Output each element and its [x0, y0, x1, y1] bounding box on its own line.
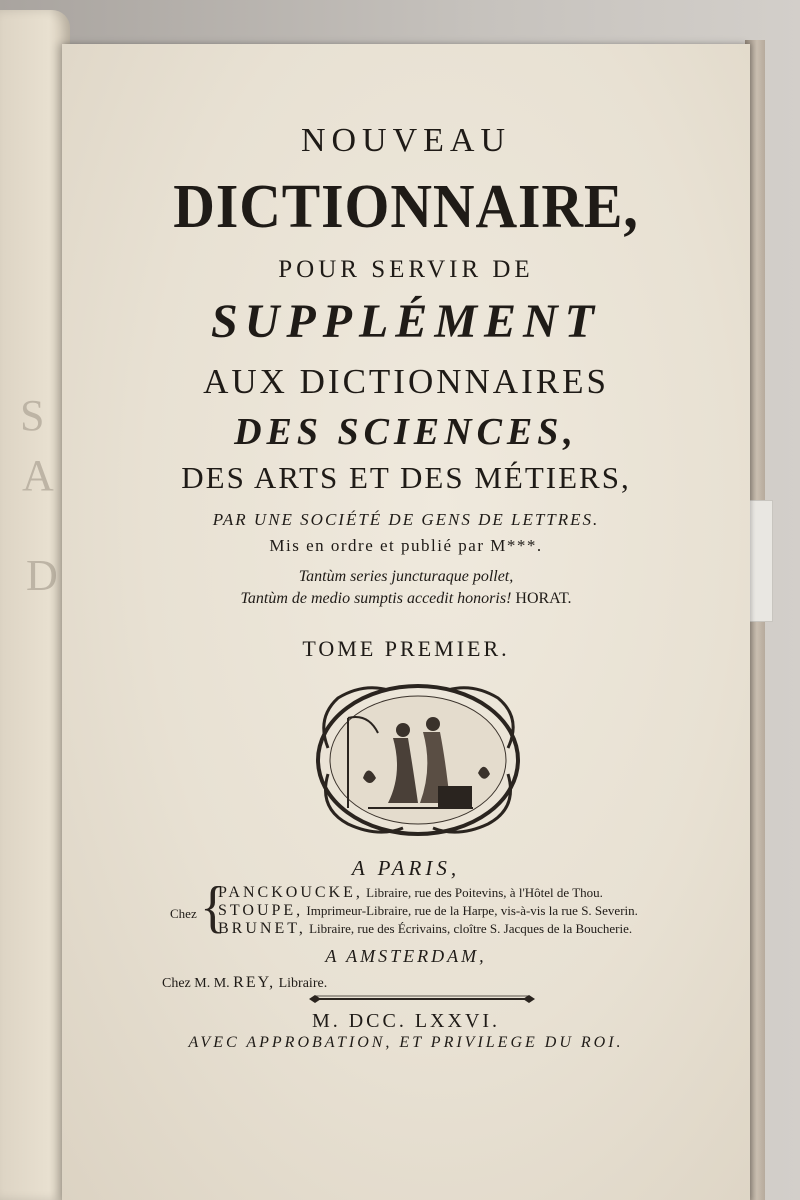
chez-label: Chez	[170, 906, 197, 921]
title-dictionnaire: DICTIONNAIRE,	[173, 173, 639, 241]
publisher-details: Libraire, rue des Écrivains, cloître S. Jacques de la Boucherie.	[309, 921, 633, 936]
volume-label: TOME PREMIER.	[302, 636, 510, 661]
chez-rey-suffix: Libraire.	[278, 976, 328, 991]
epigraph-line-2	[62, 590, 750, 608]
allegorical-vignette-icon	[308, 678, 528, 840]
authorship-line: PAR UNE SOCIÉTÉ DE GENS DE LETTRES.	[212, 510, 600, 529]
publishers-block	[170, 875, 690, 944]
title-des-arts: DES ARTS ET DES MÉTIERS,	[181, 460, 631, 495]
editor-line: Mis en ordre et publié par M***.	[269, 536, 543, 555]
facing-page	[0, 10, 70, 1200]
publisher-name: BRUNET,	[218, 920, 306, 937]
title-supplement: SUPPLÉMENT	[210, 295, 601, 348]
show-through-text: A	[22, 451, 58, 500]
show-through-text: D	[26, 551, 62, 600]
publisher-line	[218, 884, 603, 902]
chez-rey-name: REY,	[233, 974, 276, 991]
brace-icon: {	[200, 875, 226, 939]
title-page	[62, 44, 750, 1200]
chez-rey-prefix: Chez M. M.	[162, 976, 230, 991]
publisher-name: STOUPE,	[218, 902, 304, 919]
show-through-text: S	[20, 391, 49, 440]
epigraph-line-1: Tantùm series juncturaque pollet,	[298, 568, 514, 585]
place-paris: A PARIS,	[351, 856, 461, 880]
title-aux-dictionnaires: AUX DICTIONNAIRES	[203, 362, 609, 401]
publisher-line	[218, 902, 638, 920]
title-nouveau: NOUVEAU	[300, 122, 512, 159]
epigraph-text: Tantùm de medio sumptis accedit honoris!	[240, 590, 512, 607]
publisher-details: Imprimeur-Libraire, rue de la Harpe, vis-à-vis la rue S. Severin.	[306, 903, 638, 918]
title-des-sciences: DES SCIENCES,	[234, 411, 578, 453]
publication-date: M. DCC. LXXVI.	[311, 1010, 501, 1032]
publisher-details: Libraire, rue des Poitevins, à l'Hôtel de Thou.	[366, 885, 603, 900]
publisher-line	[218, 920, 632, 938]
subtitle-pour-servir: POUR SERVIR DE	[278, 256, 534, 283]
publisher-name: PANCKOUCKE,	[218, 884, 363, 901]
epigraph-author: HORAT.	[515, 590, 572, 607]
amsterdam-publisher	[162, 974, 327, 992]
ornamental-rule-icon	[307, 992, 537, 1006]
place-amsterdam: A AMSTERDAM,	[325, 946, 487, 966]
privilege-line: AVEC APPROBATION, ET PRIVILEGE DU ROI.	[188, 1034, 624, 1051]
